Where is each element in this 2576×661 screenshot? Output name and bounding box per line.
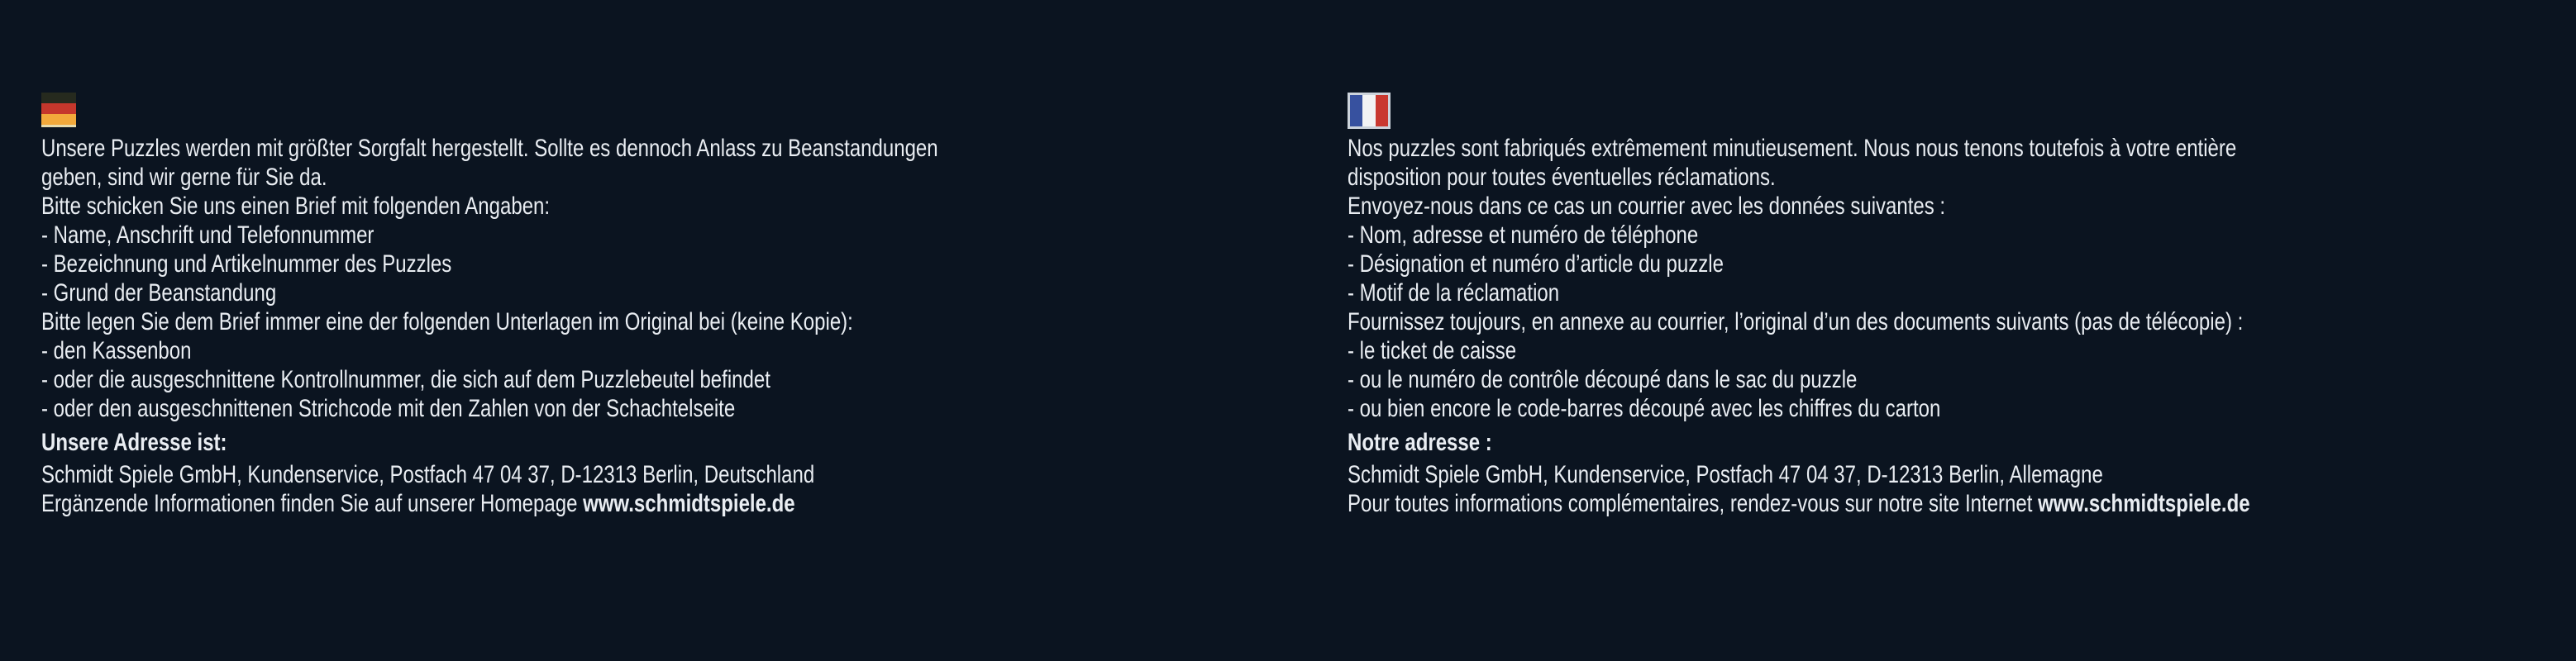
text-line [41,250,1033,278]
text-segment: - Bezeichnung und Artikelnummer des Puzzles [41,250,452,278]
text-segment: Bitte legen Sie dem Brief immer eine der folgenden Unterlagen im Original bei (keine Kopie): [41,308,853,335]
text-segment: Bitte schicken Sie uns einen Brief mit folgenden Angaben: [41,193,551,220]
text-line [41,307,1033,336]
text-line [1348,489,2340,518]
text-line [1348,134,2340,163]
text-segment: Unsere Adresse ist: [41,429,227,456]
text-line [41,336,1033,365]
text-segment: - Désignation et numéro d’article du puzzle [1348,250,1724,278]
french-flag-icon [1348,93,1391,129]
german-flag-icon [41,93,76,127]
text-line [41,365,1033,394]
text-segment: disposition pour toutes éventuelles réclamations. [1348,164,1776,191]
text-line [1348,460,2340,489]
french-section [1348,93,2576,518]
website-url: www.schmidtspiele.de [583,490,795,517]
text-line [1348,221,2340,250]
text-line [1348,278,2340,307]
text-line [1348,192,2340,221]
text-segment: - den Kassenbon [41,337,192,364]
text-segment: - ou bien encore le code-barres découpé avec les chiffres du carton [1348,395,1941,422]
text-segment: geben, sind wir gerne für Sie da. [41,164,327,191]
text-line [41,278,1033,307]
text-segment: Unsere Puzzles werden mit größter Sorgfalt hergestellt. Sollte es dennoch Anlass zu Beanstandungen [41,135,938,162]
text-line [41,192,1033,221]
text-line [1348,394,2340,423]
text-segment: - oder die ausgeschnittene Kontrollnummer, die sich auf dem Puzzlebeutel befindet [41,366,770,393]
text-segment: Nos puzzles sont fabriqués extrêmement minutieusement. Nous nous tenons toutefois à votre entière [1348,135,2237,162]
text-line [41,428,1033,457]
german-section [41,93,1281,518]
text-line [41,394,1033,423]
text-line [1348,250,2340,278]
text-line [41,163,1033,192]
text-segment: Fournissez toujours, en annexe au courrier, l’original d’un des documents suivants (pas de télécopie) : [1348,308,2244,335]
text-segment: Envoyez-nous dans ce cas un courrier avec les données suivantes : [1348,193,1946,220]
text-line [1348,163,2340,192]
text-line [1348,307,2340,336]
text-segment: - Name, Anschrift und Telefonnummer [41,221,374,249]
text-segment: Ergänzende Informationen finden Sie auf unserer Homepage [41,490,584,517]
text-segment: - oder den ausgeschnittenen Strichcode mit den Zahlen von der Schachtelseite [41,395,736,422]
text-segment: - ou le numéro de contrôle découpé dans le sac du puzzle [1348,366,1858,393]
text-segment: - Grund der Beanstandung [41,279,277,307]
german-lines [41,134,1033,518]
text-line [41,221,1033,250]
text-line [1348,365,2340,394]
text-segment: Notre adresse : [1348,429,1492,456]
text-line [41,134,1033,163]
text-segment: - le ticket de caisse [1348,337,1517,364]
text-segment: Schmidt Spiele GmbH, Kundenservice, Postfach 47 04 37, D-12313 Berlin, Deutschland [41,461,815,488]
text-segment: - Nom, adresse et numéro de téléphone [1348,221,1699,249]
text-line [41,460,1033,489]
text-line [1348,336,2340,365]
text-segment: - Motif de la réclamation [1348,279,1560,307]
text-line [1348,428,2340,457]
website-url: www.schmidtspiele.de [2038,490,2250,517]
text-line [41,489,1033,518]
french-lines [1348,134,2340,518]
text-segment: Schmidt Spiele GmbH, Kundenservice, Postfach 47 04 37, D-12313 Berlin, Allemagne [1348,461,2103,488]
text-segment: Pour toutes informations complémentaires, rendez-vous sur notre site Internet [1348,490,2039,517]
